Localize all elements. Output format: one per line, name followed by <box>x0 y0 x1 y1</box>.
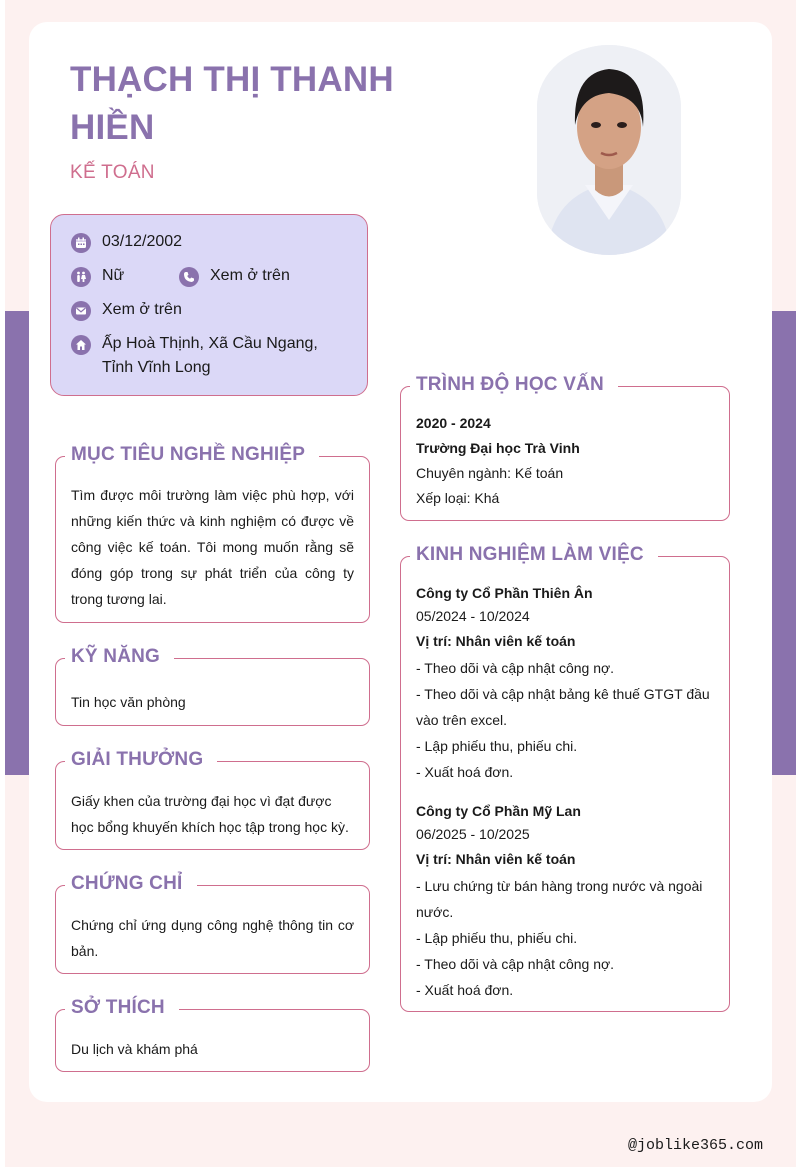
education-major: Chuyên ngành: Kế toán <box>416 465 564 481</box>
gender-text: Nữ <box>102 267 125 284</box>
education-title: TRÌNH ĐỘ HỌC VẤN <box>410 373 618 397</box>
job-duty: - Theo dõi và cập nhật công nợ. <box>416 956 615 972</box>
education-section <box>400 374 730 521</box>
address-text: Ấp Hoà Thịnh, Xã Cầu Ngang, Tỉnh Vĩnh Long <box>102 335 318 376</box>
job-company: Công ty Cổ Phần Thiên Ân <box>416 585 593 601</box>
certificates-section <box>55 873 370 974</box>
gender-icon <box>71 267 91 287</box>
hobbies-text: Du lịch và khám phá <box>71 1041 198 1057</box>
job-position: Vị trí: Nhân viên kế toán <box>416 851 576 867</box>
job-period: 06/2025 - 10/2025 <box>416 826 530 842</box>
experience-title: KINH NGHIỆM LÀM VIỆC <box>410 543 658 567</box>
job-title: KẾ TOÁN <box>70 162 155 183</box>
education-grade: Xếp loại: Khá <box>416 490 500 506</box>
objective-section <box>55 444 370 623</box>
contact-gender-row <box>71 266 124 288</box>
objective-text: Tìm được môi trường làm việc phù hợp, với những kiến thức và kinh nghiệm có được về công việc kế toán. Tôi mong muốn rằng sẽ đóng góp trong sự phát triển của công ty trong tương lai. <box>71 487 354 607</box>
job-duty: - Xuất hoá đơn. <box>416 764 514 780</box>
profile-photo <box>537 45 681 255</box>
job-duty: - Lập phiếu thu, phiếu chi. <box>416 930 578 946</box>
hobbies-title: SỞ THÍCH <box>65 996 179 1020</box>
job-duty: - Lập phiếu thu, phiếu chi. <box>416 738 578 754</box>
contact-email-row <box>71 300 182 322</box>
phone-text[interactable]: Xem ở trên <box>210 267 290 284</box>
candidate-name: THẠCH THỊ THANH HIỀN <box>70 60 394 147</box>
job-company: Công ty Cổ Phần Mỹ Lan <box>416 803 581 819</box>
awards-title: GIẢI THƯỞNG <box>65 748 217 772</box>
job-duty: - Theo dõi và cập nhật bảng kê thuế GTGT đầu vào trên excel. <box>416 686 710 728</box>
awards-section <box>55 749 370 850</box>
skills-text: Tin học văn phòng <box>71 694 186 710</box>
objective-title: MỤC TIÊU NGHỀ NGHIỆP <box>65 443 319 467</box>
job-period: 05/2024 - 10/2024 <box>416 608 530 624</box>
hobbies-section <box>55 997 370 1072</box>
skills-title: KỸ NĂNG <box>65 645 174 669</box>
right-accent-stripe <box>772 311 796 775</box>
experience-body <box>416 581 714 1003</box>
education-period: 2020 - 2024 <box>416 415 491 431</box>
awards-text: Giấy khen của trường đại học vì đạt được học bổng khuyến khích học tập trong học kỳ. <box>71 793 349 835</box>
contact-birthdate-row <box>71 232 182 254</box>
contact-phone-row <box>179 266 290 288</box>
job-duty: - Theo dõi và cập nhật công nợ. <box>416 660 615 676</box>
experience-job-1 <box>416 581 714 785</box>
phone-icon <box>179 267 199 287</box>
education-school: Trường Đại học Trà Vinh <box>416 440 580 456</box>
education-body <box>416 411 714 511</box>
certificates-title: CHỨNG CHỈ <box>65 872 197 896</box>
job-position: Vị trí: Nhân viên kế toán <box>416 633 576 649</box>
job-duty: - Xuất hoá đơn. <box>416 982 514 998</box>
calendar-icon <box>71 233 91 253</box>
experience-job-2 <box>416 799 714 1003</box>
contact-address-row <box>71 334 351 380</box>
experience-section <box>400 544 730 1012</box>
contact-info-box <box>50 214 368 396</box>
certificates-text: Chứng chỉ ứng dụng công nghệ thông tin cơ bản. <box>71 917 354 959</box>
footer-watermark[interactable]: @joblike365.com <box>628 1137 764 1154</box>
skills-section <box>55 646 370 726</box>
email-text[interactable]: Xem ở trên <box>102 301 182 318</box>
birthdate-text: 03/12/2002 <box>102 233 183 250</box>
home-icon <box>71 335 91 355</box>
email-icon <box>71 301 91 321</box>
job-duty: - Lưu chứng từ bán hàng trong nước và ngoài nước. <box>416 878 703 920</box>
left-accent-stripe <box>5 311 29 775</box>
